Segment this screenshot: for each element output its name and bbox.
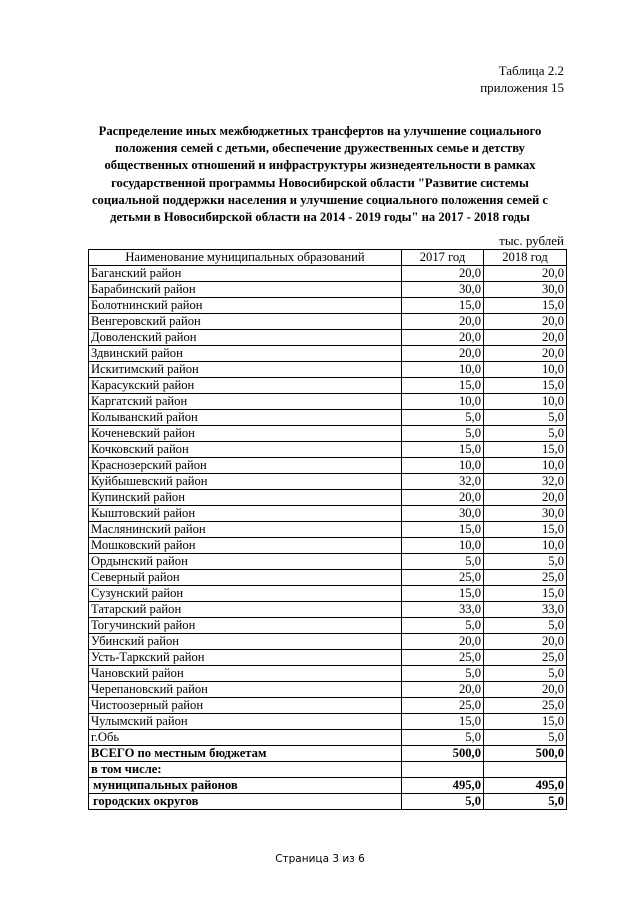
title-line: Распределение иных межбюджетных трансфертов на улучшение социального (98, 124, 542, 138)
row-value-2018: 32,0 (484, 474, 567, 490)
row-value-2017: 20,0 (402, 346, 484, 362)
row-name-cell: ВСЕГО по местным бюджетам (89, 746, 402, 762)
table-row (89, 506, 567, 522)
table-row (89, 442, 567, 458)
row-name-cell: Карасукский район (89, 378, 402, 394)
column-header-2017: 2017 год (402, 250, 484, 266)
row-value-2018: 10,0 (484, 458, 567, 474)
row-value-2017: 10,0 (402, 538, 484, 554)
row-name-cell: Кочковский район (89, 442, 402, 458)
total-row (89, 746, 567, 762)
table-row (89, 394, 567, 410)
row-value-2017: 15,0 (402, 298, 484, 314)
table-row (89, 522, 567, 538)
row-name-cell: Мошковский район (89, 538, 402, 554)
row-name-cell: Маслянинский район (89, 522, 402, 538)
title-line: детьми в Новосибирской области на 2014 - 2019 годы" на 2017 - 2018 годы (110, 210, 530, 225)
table-row (89, 426, 567, 442)
table-row (89, 682, 567, 698)
row-value-2018: 15,0 (484, 714, 567, 730)
row-value-2018: 15,0 (484, 378, 567, 394)
table-header-row (89, 250, 567, 266)
row-name-cell: Чановский район (89, 666, 402, 682)
row-value-2018: 10,0 (484, 362, 567, 378)
table-row (89, 730, 567, 746)
row-value-2018: 33,0 (484, 602, 567, 618)
page-footer: Страница 3 из 6 (275, 853, 365, 865)
row-value-2017: 15,0 (402, 378, 484, 394)
row-value-2017: 30,0 (402, 506, 484, 522)
row-value-2017: 32,0 (402, 474, 484, 490)
row-value-2018: 5,0 (484, 618, 567, 634)
row-value-2017: 10,0 (402, 458, 484, 474)
empty-cell (484, 762, 567, 778)
row-value-2018: 15,0 (484, 298, 567, 314)
document-title (90, 123, 550, 226)
row-value-2017: 15,0 (402, 714, 484, 730)
table-row (89, 410, 567, 426)
row-name-cell: г.Обь (89, 730, 402, 746)
row-value-2018: 30,0 (484, 282, 567, 298)
row-name-cell: Усть-Таркский район (89, 650, 402, 666)
row-value-2018: 10,0 (484, 538, 567, 554)
row-value-2018: 25,0 (484, 650, 567, 666)
row-value-2017: 10,0 (402, 362, 484, 378)
row-name-cell: Сузунский район (89, 586, 402, 602)
row-name-cell: Тогучинский район (89, 618, 402, 634)
row-name-cell: Здвинский район (89, 346, 402, 362)
row-value-2017: 20,0 (402, 266, 484, 282)
row-value-2018: 25,0 (484, 698, 567, 714)
row-value-2018: 15,0 (484, 586, 567, 602)
row-name-cell: Венгеровский район (89, 314, 402, 330)
row-value-2018: 20,0 (484, 490, 567, 506)
table-row (89, 570, 567, 586)
row-value-2017: 5,0 (402, 618, 484, 634)
row-value-2018: 495,0 (484, 778, 567, 794)
table-caption (480, 62, 564, 96)
row-name-cell: Ордынский район (89, 554, 402, 570)
row-value-2017: 20,0 (402, 314, 484, 330)
row-value-2017: 5,0 (402, 730, 484, 746)
row-value-2018: 20,0 (484, 346, 567, 362)
row-name-cell: Убинский район (89, 634, 402, 650)
title-line: государственной программы Новосибирской области "Развитие системы (111, 175, 529, 190)
row-name-cell: Северный район (89, 570, 402, 586)
row-name-cell: Искитимский район (89, 362, 402, 378)
row-value-2018: 15,0 (484, 522, 567, 538)
row-name-cell: городских округов (89, 794, 402, 810)
row-name-cell: Каргатский район (89, 394, 402, 410)
row-value-2017: 5,0 (402, 666, 484, 682)
table-row (89, 490, 567, 506)
row-name-cell: Болотнинский район (89, 298, 402, 314)
table-body (89, 250, 567, 810)
title-line: социальной поддержки населения и улучшение социального положения семей с (91, 192, 549, 207)
subtotal-row (89, 794, 567, 810)
table-row (89, 346, 567, 362)
row-name-cell: Доволенский район (89, 330, 402, 346)
row-value-2018: 20,0 (484, 634, 567, 650)
row-name-cell: Баганский район (89, 266, 402, 282)
row-value-2018: 15,0 (484, 442, 567, 458)
row-value-2017: 20,0 (402, 490, 484, 506)
table-row (89, 266, 567, 282)
row-value-2017: 10,0 (402, 394, 484, 410)
including-label: в том числе: (89, 762, 402, 778)
row-name-cell: Куйбышевский район (89, 474, 402, 490)
table-number-label: Таблица 2.2 (498, 63, 564, 78)
table-row (89, 474, 567, 490)
table-row (89, 362, 567, 378)
subtotal-row (89, 778, 567, 794)
row-value-2018: 5,0 (484, 794, 567, 810)
table-row (89, 586, 567, 602)
row-value-2018: 25,0 (484, 570, 567, 586)
row-name-cell: Барабинский район (89, 282, 402, 298)
row-value-2017: 5,0 (402, 794, 484, 810)
row-value-2017: 25,0 (402, 570, 484, 586)
table-row (89, 602, 567, 618)
row-value-2017: 15,0 (402, 442, 484, 458)
row-name-cell: Коченевский район (89, 426, 402, 442)
table-row (89, 554, 567, 570)
row-value-2017: 500,0 (402, 746, 484, 762)
row-value-2018: 5,0 (484, 410, 567, 426)
row-value-2018: 30,0 (484, 506, 567, 522)
row-value-2017: 33,0 (402, 602, 484, 618)
row-value-2017: 5,0 (402, 554, 484, 570)
table-row (89, 698, 567, 714)
row-value-2017: 495,0 (402, 778, 484, 794)
row-value-2017: 15,0 (402, 586, 484, 602)
row-value-2017: 25,0 (402, 698, 484, 714)
row-value-2017: 15,0 (402, 522, 484, 538)
row-name-cell: Кыштовский район (89, 506, 402, 522)
row-value-2018: 20,0 (484, 314, 567, 330)
table-row (89, 650, 567, 666)
row-value-2018: 20,0 (484, 330, 567, 346)
row-value-2017: 20,0 (402, 634, 484, 650)
table-row (89, 282, 567, 298)
table-row (89, 538, 567, 554)
table-row (89, 666, 567, 682)
units-label: тыс. рублей (499, 233, 564, 248)
table-row (89, 378, 567, 394)
row-value-2018: 20,0 (484, 682, 567, 698)
table-row (89, 634, 567, 650)
row-value-2017: 5,0 (402, 426, 484, 442)
row-value-2018: 5,0 (484, 666, 567, 682)
row-value-2018: 20,0 (484, 266, 567, 282)
appendix-label: приложения 15 (480, 80, 564, 95)
table-row (89, 458, 567, 474)
transfers-table (88, 249, 567, 810)
title-line: положения семей с детьми, обеспечение дружественных семье и детству (115, 141, 525, 156)
table-row (89, 298, 567, 314)
row-value-2018: 10,0 (484, 394, 567, 410)
row-name-cell: Купинский район (89, 490, 402, 506)
row-value-2018: 5,0 (484, 730, 567, 746)
row-name-cell: муниципальных районов (89, 778, 402, 794)
row-name-cell: Чулымский район (89, 714, 402, 730)
table-row (89, 330, 567, 346)
row-name-cell: Чистоозерный район (89, 698, 402, 714)
title-line: общественных отношений и инфраструктуры жизнедеятельности в рамках (104, 158, 536, 173)
row-value-2017: 20,0 (402, 330, 484, 346)
row-name-cell: Татарский район (89, 602, 402, 618)
row-name-cell: Черепановский район (89, 682, 402, 698)
row-value-2017: 30,0 (402, 282, 484, 298)
row-value-2017: 20,0 (402, 682, 484, 698)
table-row (89, 714, 567, 730)
table-row (89, 618, 567, 634)
row-value-2018: 500,0 (484, 746, 567, 762)
column-header-2018: 2018 год (484, 250, 567, 266)
empty-cell (402, 762, 484, 778)
table-row (89, 314, 567, 330)
row-name-cell: Краснозерский район (89, 458, 402, 474)
including-row (89, 762, 567, 778)
row-value-2017: 5,0 (402, 410, 484, 426)
row-name-cell: Колыванский район (89, 410, 402, 426)
row-value-2018: 5,0 (484, 426, 567, 442)
row-value-2017: 25,0 (402, 650, 484, 666)
column-header-name: Наименование муниципальных образований (89, 250, 402, 266)
row-value-2018: 5,0 (484, 554, 567, 570)
